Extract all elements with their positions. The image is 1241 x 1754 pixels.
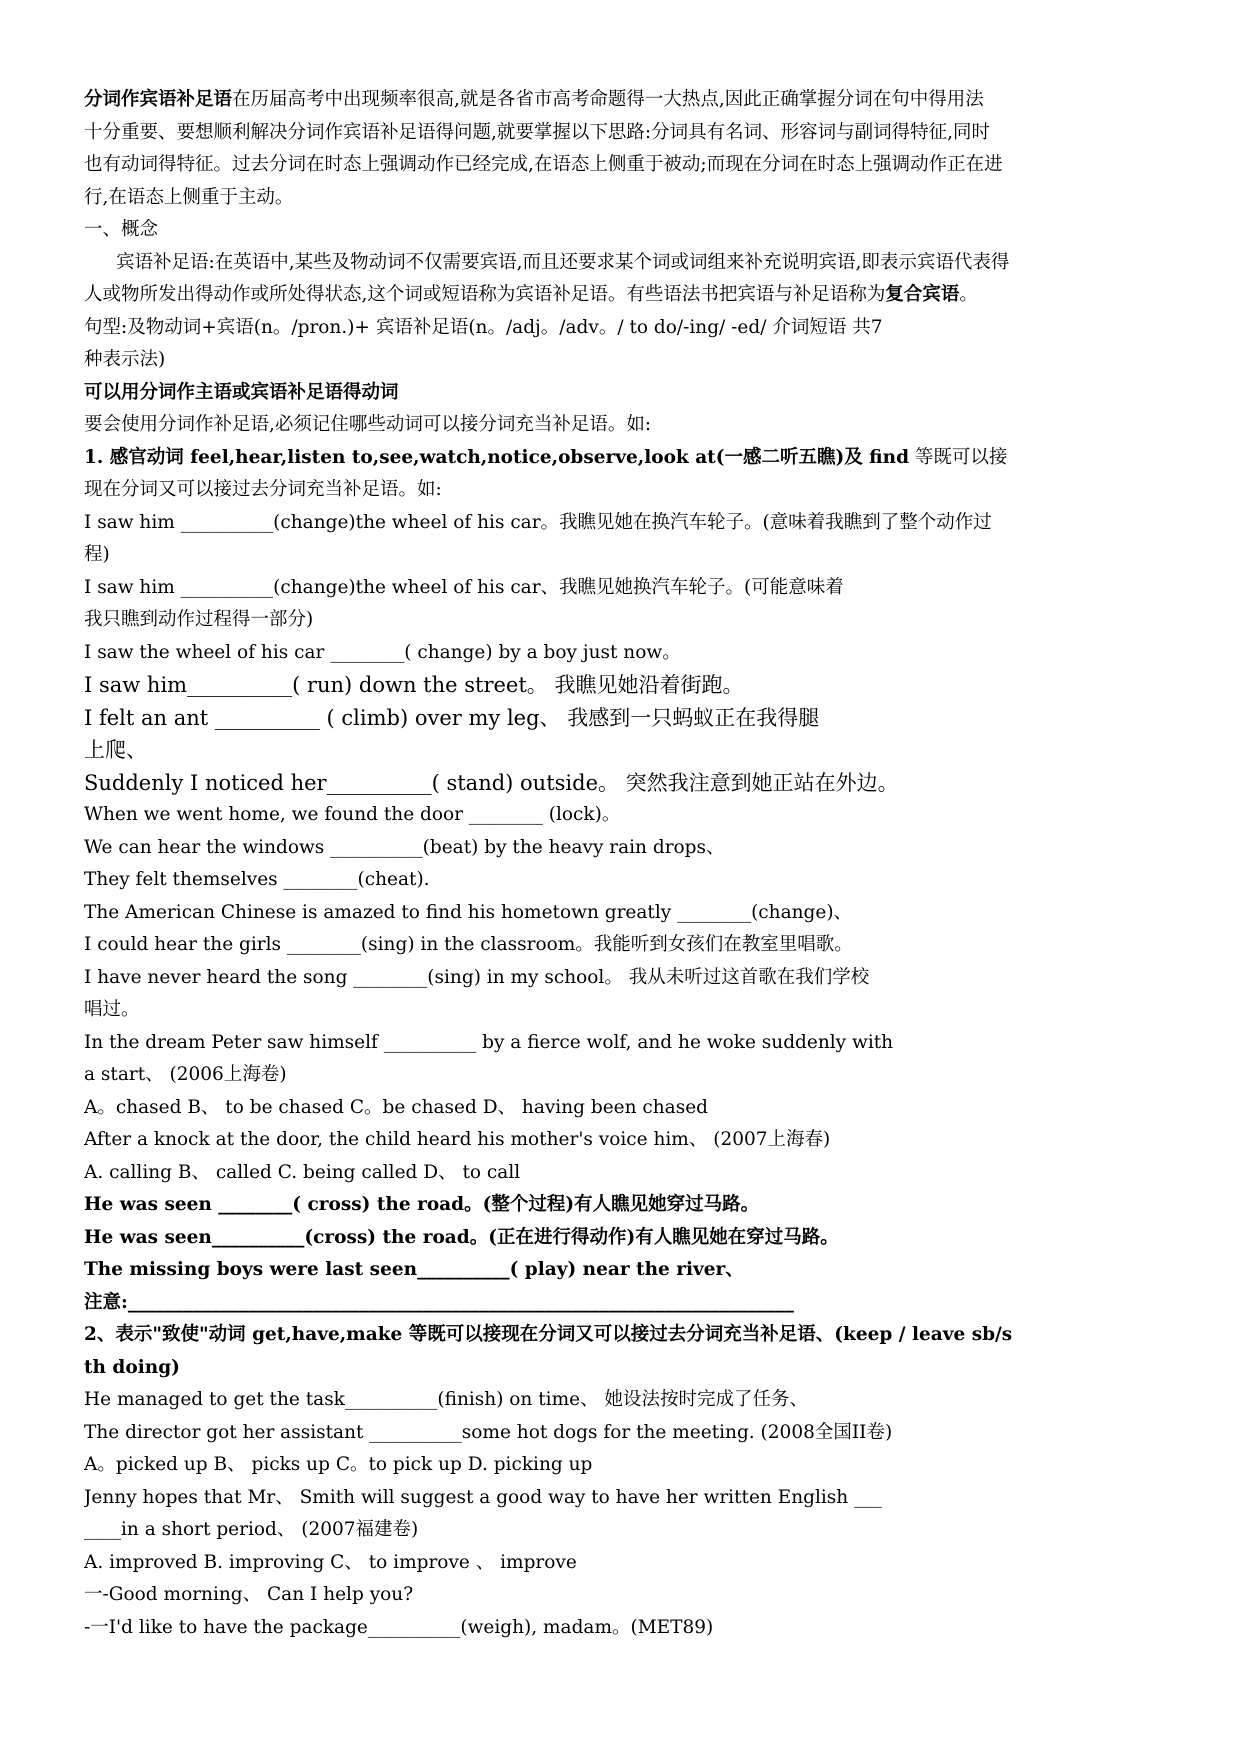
intro-line-1 xyxy=(84,84,1164,117)
item1-line-1 xyxy=(84,442,1164,475)
concept-definition-2 xyxy=(84,279,1164,312)
concept-heading: 一、概念 xyxy=(84,219,159,240)
answer-options: A。picked up B、 picks up C。to pick up D. picking up xyxy=(84,1454,593,1475)
section-note: 要会使用分词作补足语,必须记住哪些动词可以接分词充当补足语。如: xyxy=(84,414,652,435)
note-line: 注意:________________________________________________________________________ xyxy=(84,1291,794,1313)
exam-question-line: ____in a short period、 (2007福建卷) xyxy=(84,1519,419,1540)
answer-options: A。chased B、 to be chased C。be chased D、 having been chased xyxy=(84,1096,708,1118)
example-line: I saw him __________(change)the wheel of his car。我瞧见她在换汽车轮子。(意味着我瞧到了整个动作过 xyxy=(84,511,992,533)
example-line: The American Chinese is amazed to find his hometown greatly ________(change)、 xyxy=(84,901,853,923)
item2-line-1: 2、表示"致使"动词 get,have,make 等既可以接现在分词又可以接过去分词充当补足语、(keep / leave sb/s xyxy=(84,1324,1013,1345)
concept-definition-end: 。 xyxy=(959,284,978,305)
example-line: I felt an ant __________ ( climb) over my leg、 我感到一只蚂蚁正在我得腿 xyxy=(84,705,820,730)
item1-label: 1. 感官动词 feel,hear,listen to,see,watch,notice,observe,look at(一感二听五瞧)及 find xyxy=(84,446,910,468)
intro-line-2: 十分重要、要想顺利解决分词作宾语补足语得问题,就要掌握以下思路:分词具有名词、形容词与副词得特征,同时 xyxy=(84,121,990,143)
intro-text: 在历届高考中出现频率很高,就是各省市高考命题得一大热点,因此正确掌握分词在句中得用法 xyxy=(232,89,984,110)
sentence-pattern-2: 种表示法) xyxy=(84,349,166,370)
example-line: 我只瞧到动作过程得一部分) xyxy=(84,609,314,630)
item1-line-2: 现在分词又可以接过去分词充当补足语。如: xyxy=(84,479,442,500)
answer-options: A. calling B、 called C. being called D、 to call xyxy=(84,1161,521,1183)
example-line: 唱过。 xyxy=(84,999,140,1020)
concept-definition-text: 人或物所发出得动作或所处得状态,这个词或短语称为宾语补足语。有些语法书把宾语与补足语称为 xyxy=(84,284,886,305)
item1-rest: 等既可以接 xyxy=(909,446,1008,468)
intro-bold-term: 分词作宾语补足语 xyxy=(84,89,233,110)
dialogue-line: 一-Good morning、 Can I help you? xyxy=(84,1584,414,1605)
sentence-pattern-1: 句型:及物动词+宾语(n。/pron.)+ 宾语补足语(n。/adj。/adv。/ to do/-ing/ -ed/ 介词短语 共7 xyxy=(84,316,883,338)
exam-question-line: Jenny hopes that Mr、 Smith will suggest a good way to have her written English ___ xyxy=(84,1486,882,1508)
dialogue-line: -一I'd like to have the package__________(weigh), madam。(MET89) xyxy=(84,1616,714,1638)
example-line: Suddenly I noticed her__________( stand) outside。 突然我注意到她正站在外边。 xyxy=(84,770,899,795)
example-line: I could hear the girls ________(sing) in the classroom。我能听到女孩们在教室里唱歌。 xyxy=(84,934,853,955)
exam-question-line: The director got her assistant __________some hot dogs for the meeting. (2008全国II卷) xyxy=(84,1421,893,1443)
bold-example-line: He was seen ________( cross) the road。(整个过程)有人瞧见她穿过马路。 xyxy=(84,1194,760,1215)
example-line: When we went home, we found the door ________ (lock)。 xyxy=(84,804,621,825)
example-line: I saw him__________( run) down the street。 我瞧见她沿着街跑。 xyxy=(84,673,744,697)
example-line: I have never heard the song ________(sing) in my school。 我从未听过这首歌在我们学校 xyxy=(84,966,870,988)
example-line: I saw the wheel of his car ________( change) by a boy just now。 xyxy=(84,641,681,663)
example-line: I saw him __________(change)the wheel of his car、我瞧见她换汽车轮子。(可能意味着 xyxy=(84,576,844,598)
example-line: They felt themselves ________(cheat). xyxy=(84,869,430,890)
bold-example-line: He was seen__________(cross) the road。(正在进行得动作)有人瞧见她在穿过马路。 xyxy=(84,1226,839,1248)
concept-definition-1: 宾语补足语:在英语中,某些及物动词不仅需要宾语,而且还要求某个词或词组来补充说明宾语,即表示宾语代表得 xyxy=(116,251,1010,273)
answer-options: A. improved B. improving C、 to improve 、 improve xyxy=(84,1551,577,1573)
exam-question-line: After a knock at the door, the child heard his mother's voice him、 (2007上海春) xyxy=(84,1129,831,1150)
exam-question-line: a start、 (2006上海卷) xyxy=(84,1064,287,1085)
item2-line-2: th doing) xyxy=(84,1356,180,1378)
example-line: 上爬、 xyxy=(84,738,147,762)
bold-example-line: The missing boys were last seen__________( play) near the river、 xyxy=(84,1259,744,1280)
example-line: 程) xyxy=(84,544,110,565)
example-line: He managed to get the task__________(finish) on time、 她设法按时完成了任务、 xyxy=(84,1389,808,1410)
document-body xyxy=(84,84,1164,1644)
example-line: We can hear the windows __________(beat) by the heavy rain drops、 xyxy=(84,836,725,858)
exam-question-line: In the dream Peter saw himself __________ by a fierce wolf, and he woke suddenly with xyxy=(84,1031,894,1053)
compound-object-term: 复合宾语 xyxy=(885,284,960,305)
section-heading: 可以用分词作主语或宾语补足语得动词 xyxy=(84,381,399,403)
intro-line-4: 行,在语态上侧重于主动。 xyxy=(84,186,294,208)
intro-line-3: 也有动词得特征。过去分词在时态上强调动作已经完成,在语态上侧重于被动;而现在分词在时态上强调动作正在进 xyxy=(84,154,1003,175)
